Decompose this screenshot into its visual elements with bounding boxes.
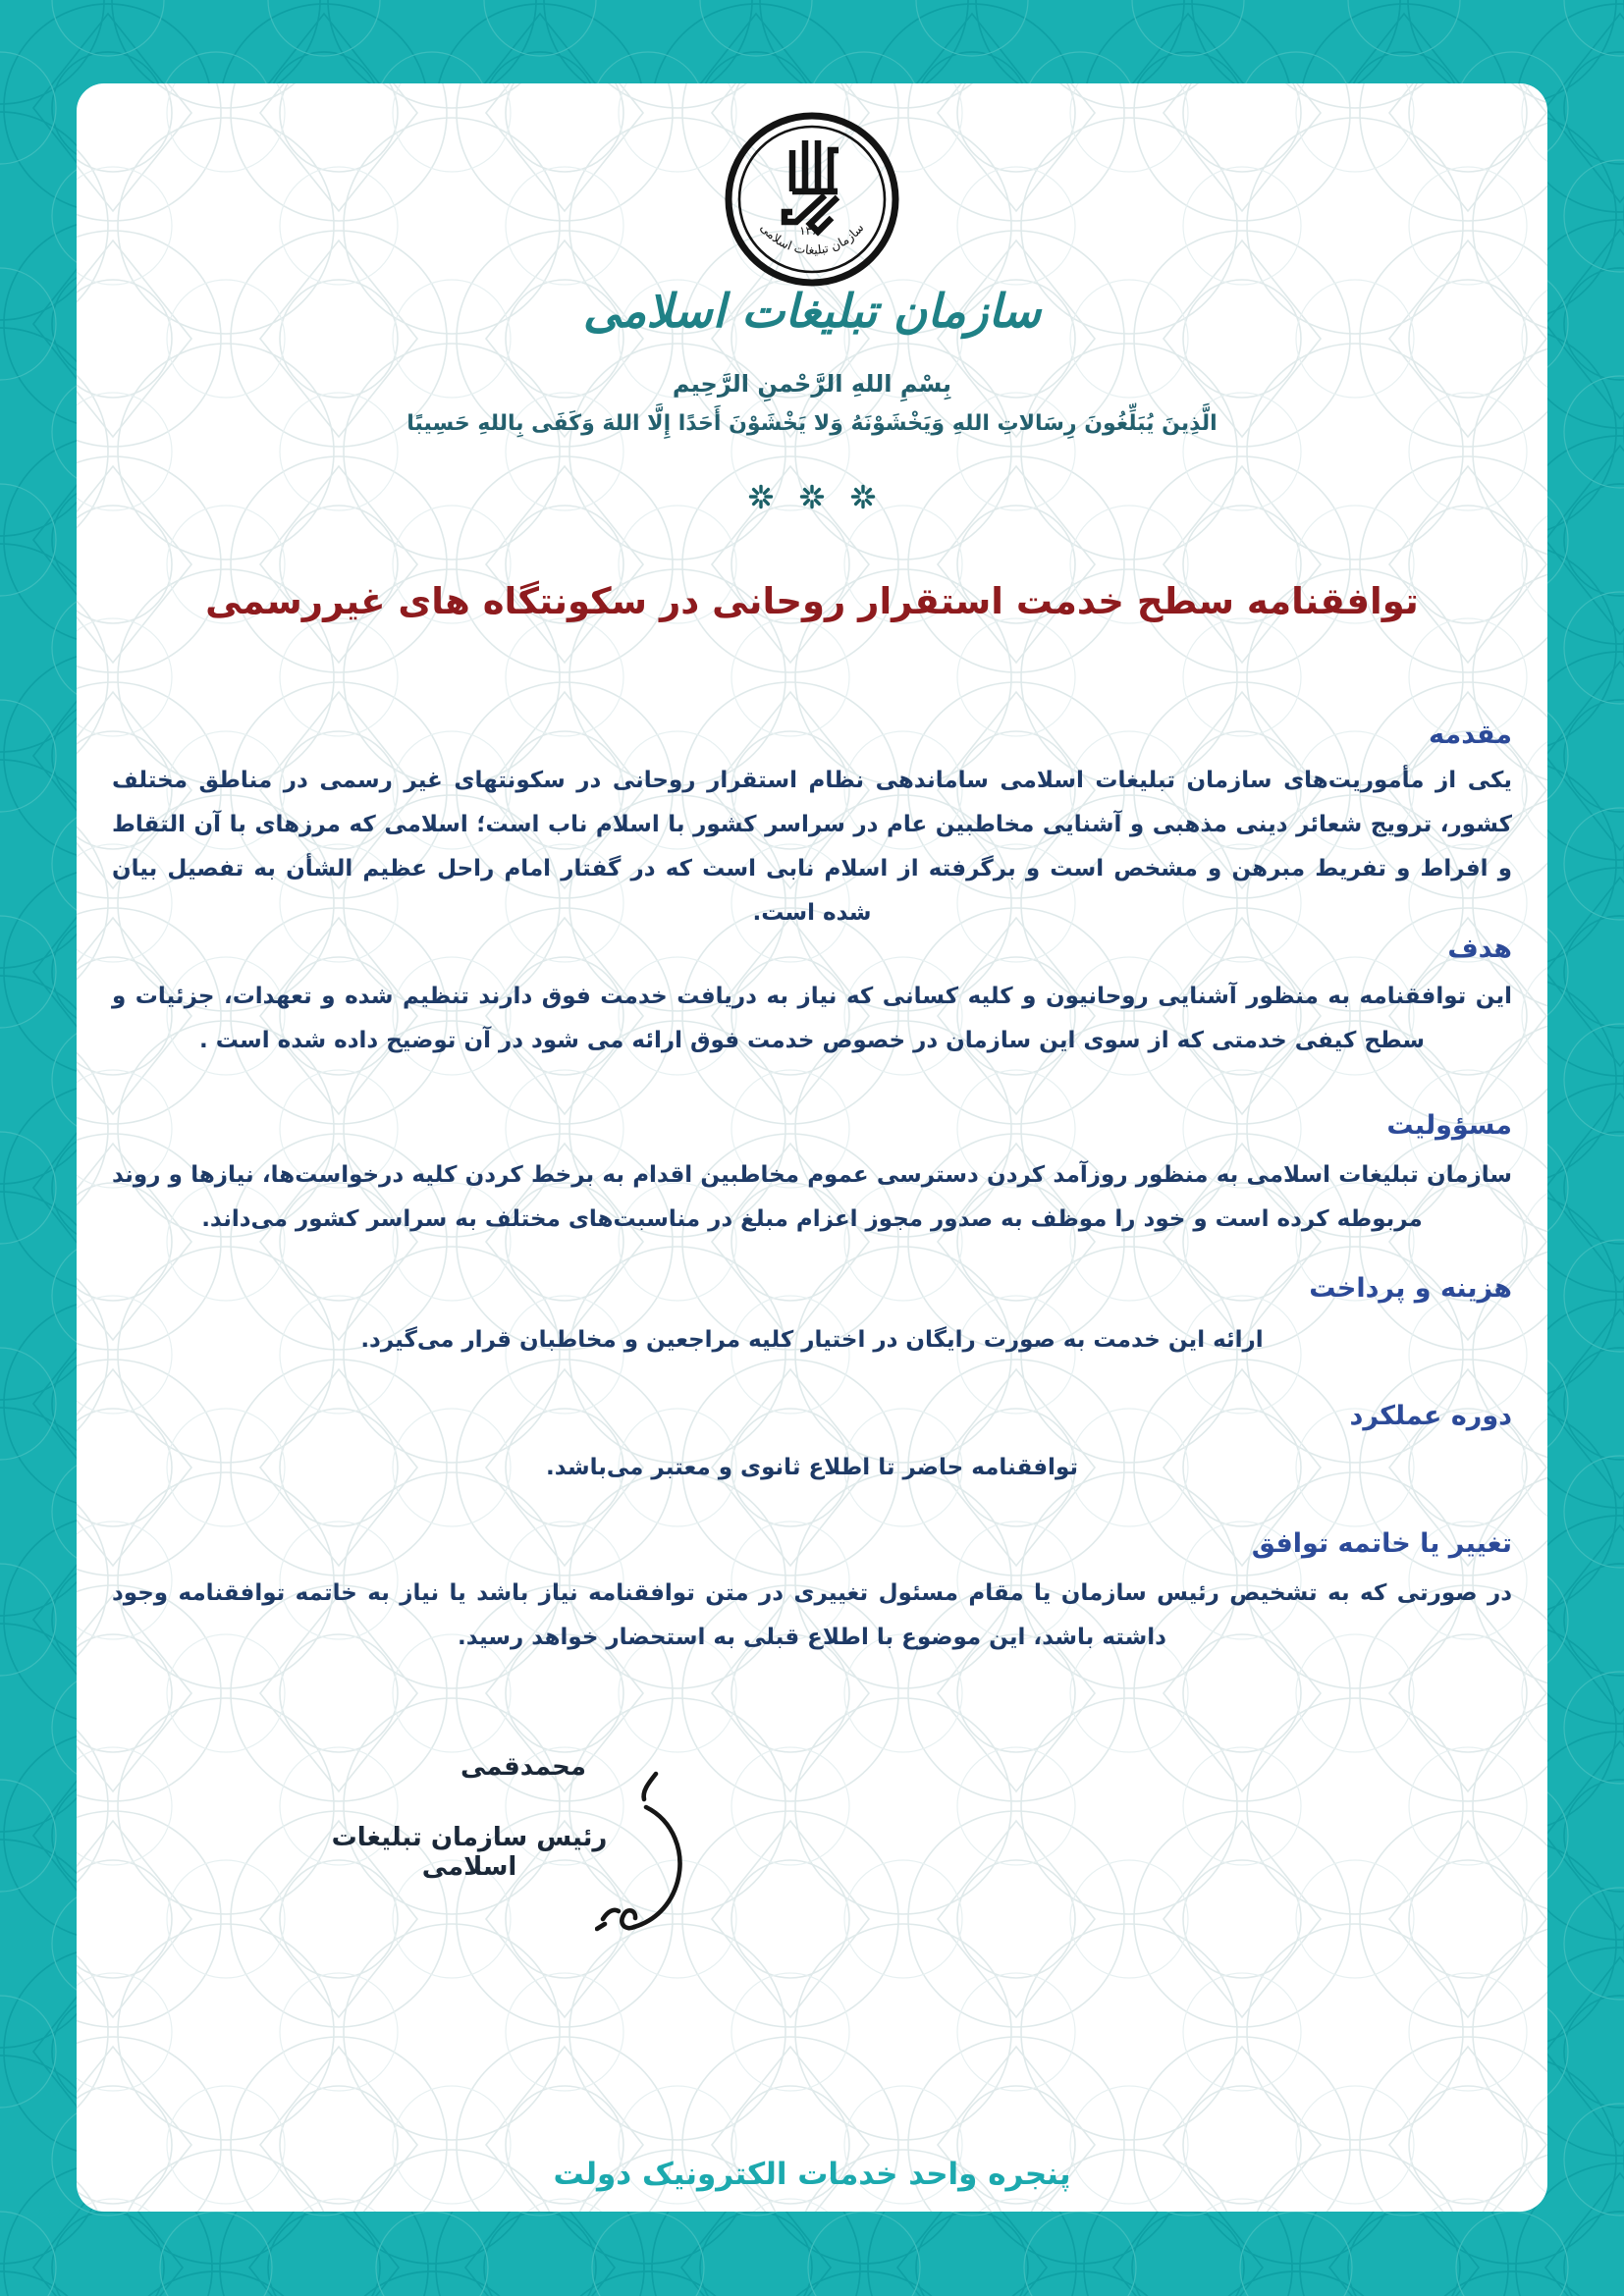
page-title: توافقنامه سطح خدمت استقرار روحانی در سکونتگاه های غیررسمی xyxy=(205,580,1419,622)
section-body-dore-amalkard: توافقنامه حاضر تا اطلاع ثانوی و معتبر می‌باشد. xyxy=(546,1455,1078,1480)
rosette-star-icon xyxy=(850,484,876,509)
org-emblem-icon xyxy=(714,111,910,290)
emblem-year: ۱۳۶۰ xyxy=(799,224,825,238)
letter-panel xyxy=(77,83,1547,2212)
section-heading-masouliat: مسؤولیت xyxy=(1386,1110,1512,1141)
section-heading-moghadame: مقدمه xyxy=(1429,720,1512,750)
org-emblem xyxy=(77,111,1547,294)
section-body-masouliat: سازمان تبلیغات اسلامی به منظور روزآمد کردن دسترسی عموم مخاطبین اقدام به برخط کردن کلیه درخواست‌ها، نیازها و روند مربوطه کرده است و خود را موظف به صدور مجوز اعزام مبلغ در مناسبت‌های مختلف به سراسر کشور می‌داند. xyxy=(112,1162,1512,1232)
section-body-hazine-pardakht: ارائه این خدمت به صورت رایگان در اختیار کلیه مراجعین و مخاطبان قرار می‌گیرد. xyxy=(360,1327,1264,1353)
section-body-moghadame: یکی از مأموریت‌های سازمان تبلیغات اسلامی ساماندهی نظام استقرار روحانی در سکونتهای غیر رسمی در مناطق مختلف کشور، ترویج شعائر دینی مذهبی و آشنایی مخاطبین عام در سراسر کشور با اسلام ناب است؛ اسلامی که مرزهای با آن التقاط و افراط و تفریط مبرهن و مشخص است و برگرفته از اسلام نابی است که در گفتار امام راحل عظیم الشأن به تفصیل بیان شده است. xyxy=(112,768,1512,926)
signatory-name: محمدقمی xyxy=(460,1752,587,1782)
signature-scrawl-icon xyxy=(595,1764,693,1941)
star-separator xyxy=(77,484,1547,509)
signatory-role: رئیس سازمان تبلیغات اسلامی xyxy=(331,1823,608,1882)
section-heading-hazine-pardakht: هزینه و پرداخت xyxy=(1309,1273,1512,1304)
rosette-star-icon xyxy=(799,484,825,509)
handwritten-signature xyxy=(595,1764,693,1945)
brand-calligraphy: سازمان تبلیغات اسلامی xyxy=(582,285,1042,339)
rosette-star-icon xyxy=(748,484,774,509)
emblem-org-name: سازمان تبلیغات اسلامی xyxy=(757,220,867,257)
section-heading-hadaf: هدف xyxy=(1447,934,1512,964)
quran-verse: الَّذِينَ يُبَلِّغُونَ رِسَالاتِ اللهِ وَيَخْشَوْنَهُ وَلا يَخْشَوْنَ أَحَدًا إِلَّا اللهَ وَكَفَى بِاللهِ حَسِيبًا xyxy=(406,411,1218,436)
footer-service-window: پنجره واحد خدمات الکترونیک دولت xyxy=(553,2157,1071,2192)
section-body-taghir-khateme: در صورتی که به تشخیص رئیس سازمان یا مقام مسئول تغییری در متن توافقنامه نیاز باشد یا نیاز به خاتمه توافقنامه وجود داشته باشد، این موضوع با اطلاع قبلی به استحضار خواهد رسید. xyxy=(112,1580,1512,1650)
bismillah-line: بِسْمِ اللهِ الرَّحْمنِ الرَّحِيم xyxy=(672,370,952,398)
section-heading-dore-amalkard: دوره عملکرد xyxy=(1349,1401,1512,1431)
section-body-hadaf: این توافقنامه به منظور آشنایی روحانیون و کلیه کسانی که نیاز به دریافت خدمت فوق دارند تنظیم شده و تعهدات، جزئیات و سطح کیفی خدمتی که از سوی این سازمان در خصوص خدمت فوق ارائه می شود در آن توضیح داده شده است . xyxy=(112,984,1512,1053)
kufic-allah-icon xyxy=(785,140,839,232)
section-heading-taghir-khateme: تغییر یا خاتمه توافق xyxy=(1251,1528,1512,1559)
